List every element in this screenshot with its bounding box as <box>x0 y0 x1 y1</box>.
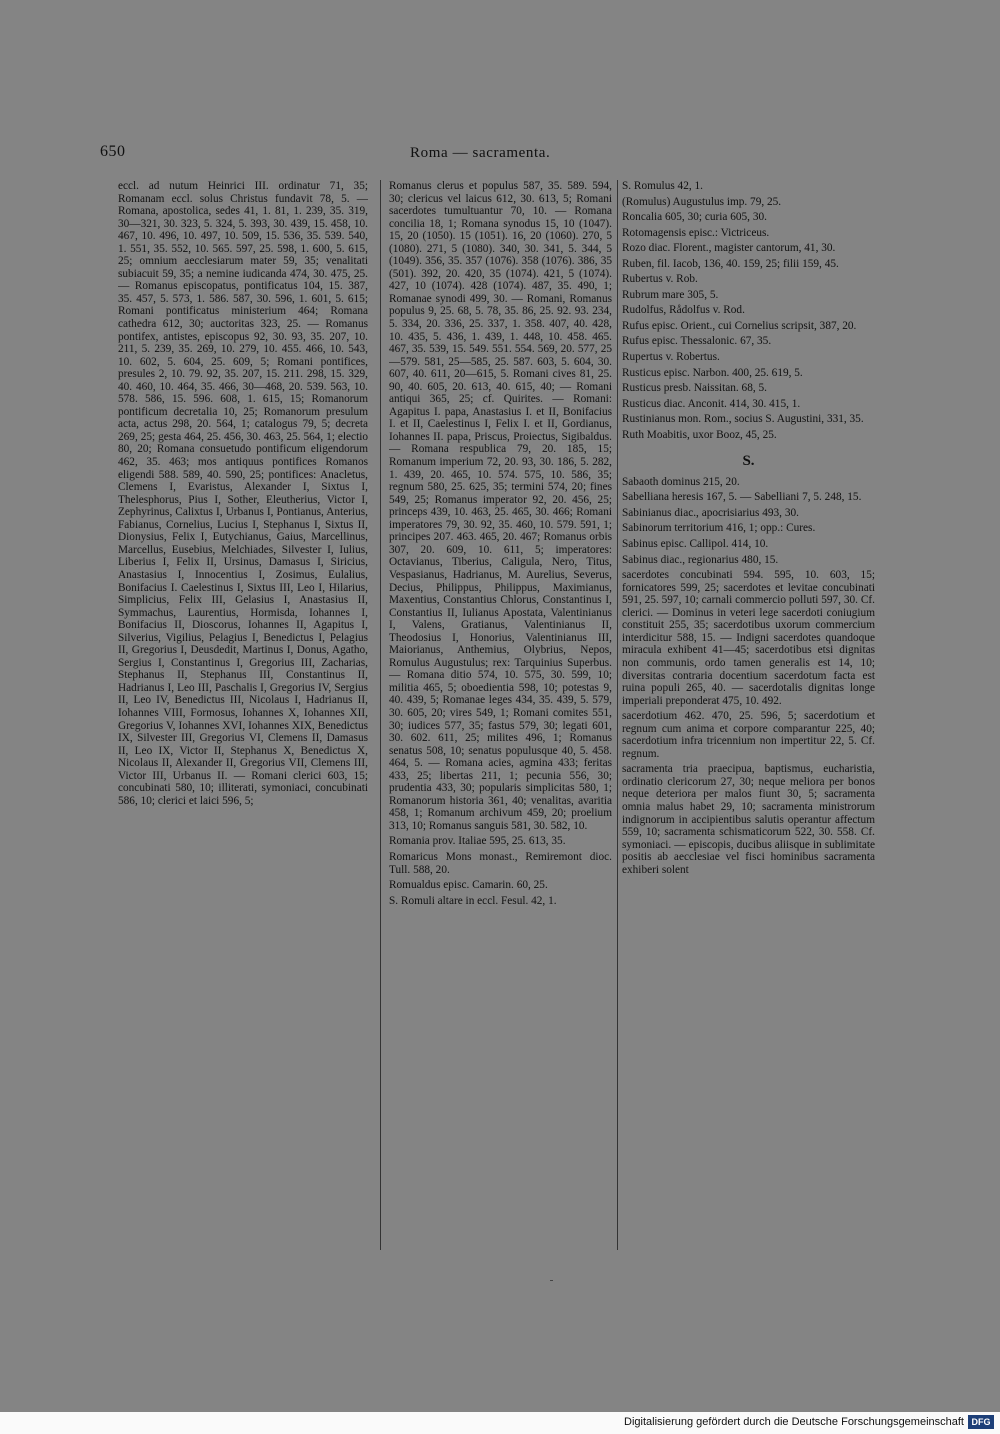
index-entry: Romaricus Mons monast., Remiremont dioc. Tull. 588, 20. <box>389 850 612 876</box>
index-entry: Romanus clerus et populus 587, 35. 589. 594, 30; clericus vel laicus 612, 30. 613, 5; Romani sacerdotes tumultuantur 70, 10. — Romana concilia 18, 1; Romana synodus 15, 10 (1047). 15, 20 (1050). 15 (1051). 16, 20 (1060). 270, 5 (1080). 271, 5 (1080). 340, 30. 341, 5. 344, 5 (1049). 356, 35. 357 (1076). 358 (1076). 386, 35 (501). 392, 20. 420, 35 (1074). 421, 5 (1074). 427, 10 (1074). 428 (1074). 487, 35. 490, 1; Romanae synodi 499, 30. — Romani, Romanus populus 9, 25. 68, 5. 78, 35. 86, 25. 92. 93. 234, 5. 334, 20. 336, 25. 337, 1. 358. 407, 40. 428, 10. 435, 5. 436, 1. 439, 1. 448, 10. 458. 465. 467, 35. 539, 15. 549. 551. 554. 569, 20. 577, 25—579. 581, 25—585, 25. 587. 603, 5. 604, 30. 607, 40. 611, 20—615, 5. Romani cives 81, 25. 90, 40. 605, 20. 613, 40. 615, 40; — Romani antiqui 365, 25; cf. Quirites. — Romani: Agapitus I. papa, Anastasius I. et II, Bonifacius I. et II, Caelestinus I, Felix I. et II, Gordianus, Iohannes II. papa, Priscus, Proiectus, Sigibaldus. — Romana respublica 79, 20. 185, 15; Romanum imperium 72, 20. 93, 30. 186, 5. 282, 1. 439, 20. 465, 10. 574. 575, 10. 586, 35; regnum 580, 25. 625, 35; termini 574, 20; fines 549, 25; Romanus imperator 92, 20. 456, 25; princeps 439, 10. 463, 25. 465, 30. 466; Romani imperatores 79, 30. 92, 35. 460, 10. 579. 591, 1; principes 207. 463. 465, 20. 467; Romanus orbis 307, 20. 609, 10. 611, 5; imperatores: Octavianus, Tiberius, Caligula, Nero, Titus, Vespasianus, Hadrianus, M. Aurelius, Severus, Decius, Philippus, Philippus, Maximianus, Maxentius, Constantius Chlorus, Constantinus I, Constantius II, Iulianus Apostata, Valentinianus I, Valens, Gratianus, Valentinianus II, Theodosius I, Honorius, Valentinianus III, Maiorianus, Anthemius, Olybrius, Nepos, Romulus Augustulus; rex: Tarquinius Superbus. — Romana ditio 574, 10. 575, 30. 599, 10; militia 465, 5; oboedientia 598, 10; potestas 9, 40. 439, 5; Romanae leges 434, 35. 439, 5. 579, 30. 605, 20; vires 549, 1; Romani comites 551, 30; iudices 577, 35; fastus 579, 30; legati 601, 30. 602. 611, 25; milites 496, 1; Romanus senatus 508, 10; senatus populusque 40, 5. 458. 464, 5. — Romana acies, agmina 433; feritas 433, 25; libertas 211, 1; pecunia 556, 30; prudentia 433, 30; popularis simplicitas 580, 1; Romanorum historia 361, 40; venalitas, avaritia 458, 1; Romanum archivum 459, 20; proelium 313, 10; Romanus sanguis 581, 30. 582, 10. <box>389 180 612 832</box>
running-head: Roma — sacramenta. <box>410 145 551 161</box>
section-letter: S. <box>742 453 755 470</box>
index-entry: Rufus episc. Orient., cui Cornelius scripsit, 387, 20. <box>622 319 857 332</box>
index-entry: Sabaoth dominus 215, 20. <box>622 475 740 488</box>
index-entry: Romualdus episc. Camarin. 60, 25. <box>389 879 548 892</box>
index-entry: Romania prov. Italiae 595, 25. 613, 35. <box>389 835 566 848</box>
index-entry: S. Romuli altare in eccl. Fesul. 42, 1. <box>389 894 557 907</box>
index-entry: Rufus episc. Thessalonic. 67, 35. <box>622 335 772 348</box>
index-entry: Sabelliana heresis 167, 5. — Sabelliani 7, 5. 248, 15. <box>622 491 862 504</box>
footer-credit: Digitalisierung gefördert durch die Deutsche Forschungsgemeinschaft <box>624 1416 964 1428</box>
index-entry: Sabinus episc. Callipol. 414, 10. <box>622 538 769 551</box>
index-entry: eccl. ad nutum Heinrici III. ordinatur 71, 35; Romanam eccl. solus Christus fundavit 78, 5. — Romana, apostolica, sedes 41, 1. 81, 1. 239, 35. 319, 30—321, 30. 323, 5. 324, 5. 393, 30. 439, 15. 458, 10. 467, 10. 496, 10. 497, 10. 509, 15. 536, 35. 539. 540, 1. 551, 35. 552, 10. 565. 597, 25. 598, 1. 600, 5. 615, 25; omnium aecclesiarum mater 59, 35; venalitati subiacuit 59, 35; a nemine iudicanda 474, 30. 475, 25. — Romanus episcopatus, pontificatus 104, 15. 387, 35. 457, 5. 573, 1. 586. 587, 30. 596, 1. 601, 5. 615; Romani pontificatus ministerium 464; Romana cathedra 612, 30; auctoritas 323, 25. — Romanus pontifex, antistes, episcopus 92, 30. 93, 35. 207, 10. 211, 5. 239, 35. 269, 10. 279, 10. 455. 466, 10. 543, 10. 602, 5. 604, 25. 609, 5; Romani pontifices, presules 2, 10. 79. 92, 35. 207, 15. 211. 298, 15. 329, 40. 460, 10. 464, 35. 466, 30—468, 20. 539. 563, 10. 578. 586, 15. 596. 608, 1. 615, 15; Romanorum pontificum decretalia 10, 25; Romanorum presulum acta, actus 298, 20. 564, 1; catalogus 79, 5; decreta 269, 25; gesta 464, 25. 456, 30. 463, 25. 564, 1; electio 80, 20; Romana consuetudo pontificum eligendorum 462, 35. 463; mos antiquus pontifices Romanos eligendi 588. 589, 40. 590, 25; pontifices: Anacletus, Clemens I, Evaristus, Alexander I, Sixtus I, Thelesphorus, Pius I, Sother, Eleutherius, Victor I, Zephyrinus, Calixtus I, Urbanus I, Pontianus, Anterius, Fabianus, Cornelius, Lucius I, Stephanus I, Sixtus II, Dionysius, Felix I, Eutychianus, Gaius, Marcellinus, Marcellus, Eusebius, Melchiades, Silvester I, Iulius, Liberius I, Felix II, Ursinus, Damasus I, Siricius, Anastasius I, Innocentius I, Zosimus, Eulalius, Bonifacius I. Caelestinus I, Sixtus III, Leo I, Hilarius, Simplicius, Felix III, Gelasius I, Anastasius II, Symmachus, Laurentius, Hormisda, Iohannes I, Bonifacius II, Dioscorus, Iohannes II, Agapitus I, Silverius, Vigilius, Pelagius I, Benedictus I, Pelagius II, Gregorius I, Deusdedit, Martinus I, Donus, Agatho, Sergius I, Constantinus I, Gregorius III, Zacharias, Stephanus II, Stephanus III, Constantinus II, Hadrianus I, Leo III, Paschalis I, Gregorius IV, Sergius II, Leo IV, Benedictus III, Nicolaus I, Hadrianus II, Iohannes VIII, Formosus, Iohannes X, Iohannes XII, Gregorius V, Iohannes XVI, Iohannes XIX, Benedictus IX, Silvester III, Gregorius VI, Clemens II, Damasus II, Leo IX, Victor II, Stephanus X, Benedictus X, Nicolaus II, Alexander II, Gregorius VII, Clemens III, Victor III, Urbanus II. — Romani clerici 603, 15; concubinati 580, 10; illiterati, symoniaci, concubinati 586, 10; clerici et laici 596, 5; <box>118 180 368 807</box>
index-entry: Rudolfus, Rådolfus v. Rod. <box>622 304 745 317</box>
index-column-3 <box>622 180 875 1240</box>
index-entry: Rusticus presb. Naissitan. 68, 5. <box>622 382 767 395</box>
index-entry: Rupertus v. Robertus. <box>622 351 720 364</box>
index-entry: Ruth Moabitis, uxor Booz, 45, 25. <box>622 428 777 441</box>
index-entry: Rozo diac. Florent., magister cantorum, 41, 30. <box>622 242 836 255</box>
index-column-2 <box>389 180 612 1255</box>
index-entry: sacerdotium 462. 470, 25. 596, 5; sacerdotium et regnum cum anima et corpore comparantur 225, 40; sacerdotium infra tricennium non impertitur 22, 5. Cf. regnum. <box>622 710 875 760</box>
column-rule-right <box>617 180 618 1250</box>
index-entry: Ruben, fil. Iacob, 136, 40. 159, 25; filii 159, 45. <box>622 257 839 270</box>
index-entry: (Romulus) Augustulus imp. 79, 25. <box>622 195 782 208</box>
index-entry: Rubrum mare 305, 5. <box>622 288 719 301</box>
page-number: 650 <box>100 143 126 160</box>
scan-speck <box>550 1280 553 1281</box>
index-entry: Sabinianus diac., apocrisiarius 493, 30. <box>622 506 799 519</box>
index-column-1 <box>118 180 368 1245</box>
dfg-logo-icon: DFG <box>968 1415 994 1429</box>
index-entry: Rotomagensis episc.: Victriceus. <box>622 226 770 239</box>
index-entry: S. Romulus 42, 1. <box>622 180 703 192</box>
index-entry: Sabinorum territorium 416, 1; opp.: Cures. <box>622 522 816 535</box>
index-entry: sacerdotes concubinati 594. 595, 10. 603, 15; fornicatores 599, 25; sacerdotes et levitae concubinati 591, 25. 597, 10; carnali commercio polluti 597, 30. Cf. clerici. — Dominus in veteri lege sacerdoti coniugium constituit 255, 35; sacerdotibus uxorum commercium interdicitur 588, 15. — Indigni sacerdotes quandoque miracula exhibent 41—45; sacerdotibus etsi dignitas non communis, ordo tamen generalis est 14, 10; diversitas contraria docentium sacerdotum facta est ruina populi 265, 40. — sacerdotalis dignitas longe imperiali preponderat 475, 10. 492. <box>622 569 875 707</box>
index-entry: Rubertus v. Rob. <box>622 273 698 286</box>
index-entry: Rusticus diac. Anconit. 414, 30. 415, 1. <box>622 397 801 410</box>
index-entry: Sabinus diac., regionarius 480, 15. <box>622 553 779 566</box>
index-entry: Rustinianus mon. Rom., socius S. Augustini, 331, 35. <box>622 413 864 426</box>
index-entry: Roncalia 605, 30; curia 605, 30. <box>622 211 767 224</box>
index-entry: Rusticus episc. Narbon. 400, 25. 619, 5. <box>622 366 803 379</box>
column-rule-left <box>380 180 381 1250</box>
index-entry: sacramenta tria praecipua, baptismus, eucharistia, ordinatio clericorum 27, 30; neque meliora per bonos neque deteriora per malos fiunt 30, 5; sacramenta omnia malus habet 29, 10; sacramenta ministrorum indignorum in accipientibus salutis operantur affectum 559, 10; sacramenta schismaticorum 522, 30. 558. Cf. symoniaci. — episcopis, ducibus aliisque in sublimitate positis ab aecclesiae vel fisci hominibus sacramenta exhiberi solent <box>622 763 875 876</box>
